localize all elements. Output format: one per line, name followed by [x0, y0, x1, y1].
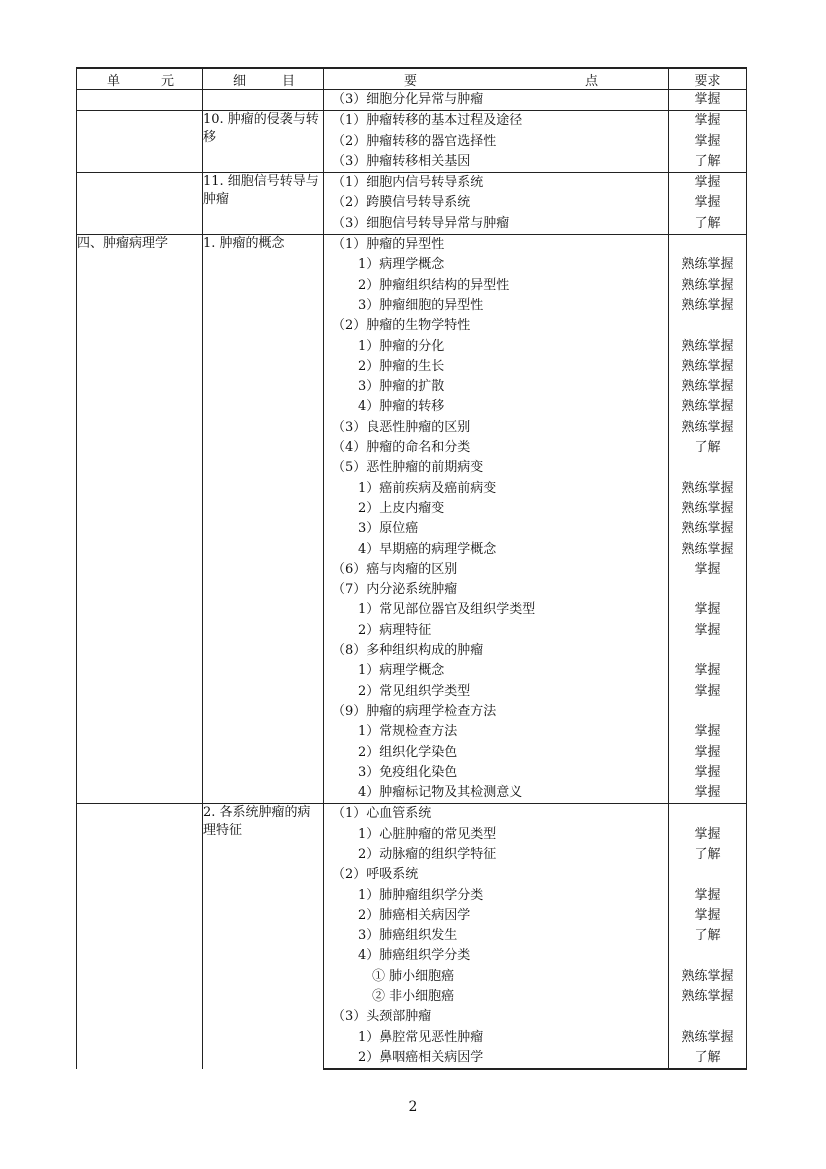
point-cell: 2）上皮内瘤变 [324, 499, 669, 519]
requirement-cell: 掌握 [669, 906, 747, 926]
unit-cell [77, 90, 203, 111]
point-cell: 3）肿瘤的扩散 [324, 377, 669, 397]
requirement-cell [669, 316, 747, 336]
page-number: 2 [408, 1099, 418, 1115]
point-cell: （5）恶性肿瘤的前期病变 [324, 458, 669, 478]
requirement-cell: 熟练掌握 [669, 499, 747, 519]
requirement-cell: 掌握 [669, 722, 747, 742]
unit-cell [77, 804, 203, 1069]
unit-cell [77, 173, 203, 235]
point-cell: 4）肿瘤的转移 [324, 397, 669, 417]
table-row [77, 90, 747, 111]
requirement-cell: 掌握 [669, 90, 747, 111]
requirement-cell [669, 580, 747, 600]
point-cell: （7）内分泌系统肿瘤 [324, 580, 669, 600]
requirement-cell: 掌握 [669, 763, 747, 783]
requirement-cell [669, 641, 747, 661]
point-cell: 2）鼻咽癌相关病因学 [324, 1048, 669, 1069]
unit-cell: 四、肿瘤病理学 [77, 235, 203, 804]
point-cell: 2）肿瘤的生长 [324, 357, 669, 377]
requirement-cell: 熟练掌握 [669, 418, 747, 438]
point-cell: （8）多种组织构成的肿瘤 [324, 641, 669, 661]
requirement-cell: 掌握 [669, 193, 747, 213]
header-unit-char-1: 单 [107, 73, 121, 89]
point-cell: 1）常见部位器官及组织学类型 [324, 600, 669, 620]
point-cell: 1）病理学概念 [324, 255, 669, 275]
requirement-cell: 掌握 [669, 621, 747, 641]
point-cell: 3）免疫组化染色 [324, 763, 669, 783]
requirement-cell [669, 1007, 747, 1027]
point-cell: 1）鼻腔常见恶性肿瘤 [324, 1028, 669, 1048]
point-cell: （2）肿瘤的生物学特性 [324, 316, 669, 336]
requirement-cell: 掌握 [669, 600, 747, 620]
requirement-cell: 熟练掌握 [669, 519, 747, 539]
header-subject-char-2: 目 [281, 73, 295, 89]
point-cell: 1）常规检查方法 [324, 722, 669, 742]
point-cell: 1）病理学概念 [324, 661, 669, 681]
point-cell: （1）心血管系统 [324, 804, 669, 825]
point-cell: （3）良恶性肿瘤的区别 [324, 418, 669, 438]
requirement-cell: 熟练掌握 [669, 357, 747, 377]
requirement-cell: 了解 [669, 438, 747, 458]
requirement-cell: 掌握 [669, 825, 747, 845]
requirement-cell: 掌握 [669, 173, 747, 194]
subject-cell: 1. 肿瘤的概念 [203, 235, 324, 804]
requirement-cell: 熟练掌握 [669, 296, 747, 316]
syllabus-body [77, 90, 747, 1070]
header-subject-char-1: 细 [233, 73, 247, 89]
point-cell: 3）原位癌 [324, 519, 669, 539]
requirement-cell: 熟练掌握 [669, 337, 747, 357]
requirement-cell: 掌握 [669, 111, 747, 132]
header-subject [203, 68, 324, 90]
subject-cell: 10. 肿瘤的侵袭与转移 [203, 111, 324, 173]
point-cell: （4）肿瘤的命名和分类 [324, 438, 669, 458]
header-requirement: 要求 [669, 68, 747, 90]
requirement-cell: 熟练掌握 [669, 276, 747, 296]
point-cell: 2）病理特征 [324, 621, 669, 641]
point-cell: 1）肺肿瘤组织学分类 [324, 886, 669, 906]
subject-cell: 2. 各系统肿瘤的病理特征 [203, 804, 324, 1069]
syllabus-table [76, 67, 747, 1070]
point-cell: （2）跨膜信号转导系统 [324, 193, 669, 213]
requirement-cell: 了解 [669, 845, 747, 865]
header-unit-char-2: 元 [160, 73, 174, 89]
requirement-cell: 了解 [669, 1048, 747, 1069]
requirement-cell: 熟练掌握 [669, 1028, 747, 1048]
point-cell: 1）癌前疾病及癌前病变 [324, 479, 669, 499]
unit-cell [77, 111, 203, 173]
point-cell: （3）细胞信号转导异常与肿瘤 [324, 214, 669, 235]
requirement-cell: 掌握 [669, 132, 747, 152]
point-cell: 4）肺癌组织学分类 [324, 946, 669, 966]
point-cell: 2）组织化学染色 [324, 743, 669, 763]
point-cell: （3）头颈部肿瘤 [324, 1007, 669, 1027]
requirement-cell: 熟练掌握 [669, 987, 747, 1007]
requirement-cell [669, 458, 747, 478]
table-row [77, 235, 747, 256]
point-cell: （9）肿瘤的病理学检查方法 [324, 702, 669, 722]
requirement-cell: 了解 [669, 214, 747, 235]
point-cell: （2）肿瘤转移的器官选择性 [324, 132, 669, 152]
requirement-cell: 了解 [669, 152, 747, 173]
subject-cell: 11. 细胞信号转导与肿瘤 [203, 173, 324, 235]
subject-cell [203, 90, 324, 111]
table-header-row [77, 68, 747, 90]
point-cell: （1）肿瘤的异型性 [324, 235, 669, 256]
requirement-cell: 熟练掌握 [669, 540, 747, 560]
point-cell: 3）肿瘤细胞的异型性 [324, 296, 669, 316]
point-cell: （3）细胞分化异常与肿瘤 [324, 90, 669, 111]
point-cell: ② 非小细胞癌 [324, 987, 669, 1007]
header-points-char-2: 点 [584, 73, 598, 89]
requirement-cell: 熟练掌握 [669, 967, 747, 987]
point-cell: 2）动脉瘤的组织学特征 [324, 845, 669, 865]
point-cell: 4）早期癌的病理学概念 [324, 540, 669, 560]
requirement-cell: 熟练掌握 [669, 479, 747, 499]
requirement-cell: 熟练掌握 [669, 377, 747, 397]
requirement-cell: 熟练掌握 [669, 397, 747, 417]
point-cell: （6）癌与肉瘤的区别 [324, 560, 669, 580]
point-cell: 4）肿瘤标记物及其检测意义 [324, 783, 669, 804]
requirement-cell: 掌握 [669, 661, 747, 681]
requirement-cell: 掌握 [669, 783, 747, 804]
point-cell: 2）肺癌相关病因学 [324, 906, 669, 926]
header-points-char-1: 要 [404, 73, 418, 89]
requirement-cell: 掌握 [669, 682, 747, 702]
header-points [324, 68, 669, 90]
requirement-cell [669, 235, 747, 256]
requirement-cell [669, 804, 747, 825]
point-cell: 2）肿瘤组织结构的异型性 [324, 276, 669, 296]
table-row [77, 111, 747, 132]
requirement-cell [669, 702, 747, 722]
requirement-cell [669, 865, 747, 885]
requirement-cell: 掌握 [669, 560, 747, 580]
point-cell: ① 肺小细胞癌 [324, 967, 669, 987]
requirement-cell: 熟练掌握 [669, 255, 747, 275]
point-cell: （3）肿瘤转移相关基因 [324, 152, 669, 173]
requirement-cell: 掌握 [669, 886, 747, 906]
requirement-cell: 掌握 [669, 743, 747, 763]
table-row [77, 173, 747, 194]
requirement-cell [669, 946, 747, 966]
point-cell: 1）肿瘤的分化 [324, 337, 669, 357]
header-unit [77, 68, 203, 90]
table-row [77, 804, 747, 825]
point-cell: （1）细胞内信号转导系统 [324, 173, 669, 194]
point-cell: （1）肿瘤转移的基本过程及途径 [324, 111, 669, 132]
point-cell: 1）心脏肿瘤的常见类型 [324, 825, 669, 845]
requirement-cell: 了解 [669, 926, 747, 946]
point-cell: 3）肺癌组织发生 [324, 926, 669, 946]
point-cell: （2）呼吸系统 [324, 865, 669, 885]
point-cell: 2）常见组织学类型 [324, 682, 669, 702]
